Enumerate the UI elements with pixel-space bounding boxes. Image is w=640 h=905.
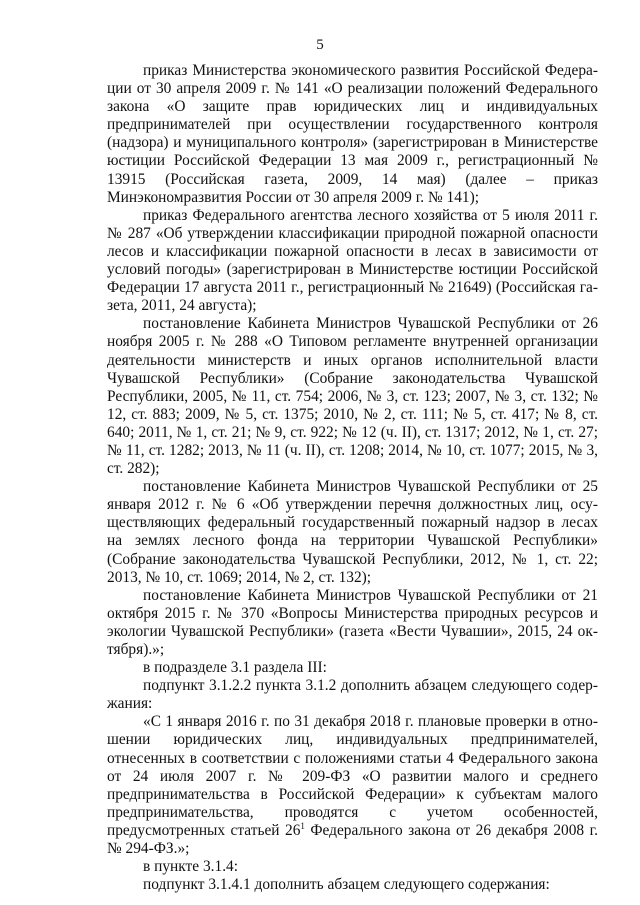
paragraph-quote-planned-inspections	[107, 713, 598, 858]
paragraph-subpoint-3-1-4-1: подпункт 3.1.4.1 дополнить абзацем следующего содержания:	[143, 876, 550, 894]
page-number: 5	[316, 37, 324, 53]
paragraph-point-3-1-4: в пункте 3.1.4:	[143, 858, 239, 876]
quote-text-after: Федерального закона от 26 декабря 2008 г. № 294-ФЗ.»;	[107, 821, 598, 858]
paragraph-subpoint-3-1-2-2: подпункт 3.1.2.2 пункта 3.1.2 дополнить абзацем следующего содержания:	[107, 677, 598, 713]
paragraph-order-minekonomrazvitiya: приказ Министерства экономического развития Российской Федерации от 30 апреля 2009 г. № 141 «О реализации положений Федерального закона «О защите прав юридических лиц и индивидуальных предпринимателей при осуществлении государственного контроля (надзора) и муниципального контроля» (зарегистрирован в Министерстве юстиции Российской Федерации 13 мая 2009 г., регистрационный № 13915 (Российская газета, 2009, 14 мая) (далее – приказ Минэкономразвития России от 30 апреля 2009 г. № 141);	[107, 62, 598, 206]
document-body	[107, 62, 598, 894]
article-superscript: 1	[300, 820, 305, 831]
paragraph-subsection-3-1: в подразделе 3.1 раздела III:	[143, 659, 327, 677]
paragraph-resolution-370: постановление Кабинета Министров Чувашской Республики от 21 октября 2015 г. № 370 «Вопросы Министерства природных ресурсов и экологии Чувашской Республики» (газета «Вести Чувашии», 2015, 24 октября).»;	[107, 586, 598, 658]
paragraph-resolution-288: постановление Кабинета Министров Чувашской Республики от 26 ноября 2005 г. № 288 «О Типовом регламенте внутренней организации деятельности министерств и иных органов исполнительной власти Чувашской Республики» (Собрание законодательства Чувашской Республики, 2005, № 11, ст. 754; 2006, № 3, ст. 123; 2007, № 3, ст. 132; № 12, ст. 883; 2009, № 5, ст. 1375; 2010, № 2, ст. 111; № 5, ст. 417; № 8, ст. 640; 2011, № 1, ст. 21; № 9, ст. 922; № 12 (ч. II), ст. 1317; 2012, № 1, ст. 27; № 11, ст. 1282; 2013, № 11 (ч. II), ст. 1208; 2014, № 10, ст. 1077; 2015, № 3, ст. 282);	[107, 315, 598, 478]
quote-text-before: «С 1 января 2016 г. по 31 декабря 2018 г. плановые проверки в отношении юридических лиц, индивидуальных предпринимателей, отнесенных в соответствии с положениями статьи 4 Федерального закона от 24 июля 2007 г. № 209-ФЗ «О развитии малого и среднего предпринимательства в Российской Федерации» к субъектам малого предпринимательства, проводятся с учетом особенностей, предусмотренных статьей 26	[107, 713, 598, 839]
paragraph-resolution-6: постановление Кабинета Министров Чувашской Республики от 25 января 2012 г. № 6 «Об утверждении перечня должностных лиц, осуществляющих федеральный государственный пожарный надзор в лесах на землях лесного фонда на территории Чувашской Республики» (Собрание законодательства Чувашской Республики, 2012, № 1, ст. 22; 2013, № 10, ст. 1069; 2014, № 2, ст. 132);	[107, 478, 598, 586]
paragraph-order-rosleskhoz: приказ Федерального агентства лесного хозяйства от 5 июля 2011 г. № 287 «Об утверждении классификации природной пожарной опасности лесов и классификации пожарной опасности в лесах в зависимости от условий погоды» (зарегистрирован в Министерстве юстиции Российской Федерации 17 августа 2011 г., регистрационный № 21649) (Российская газета, 2011, 24 августа);	[107, 206, 598, 315]
